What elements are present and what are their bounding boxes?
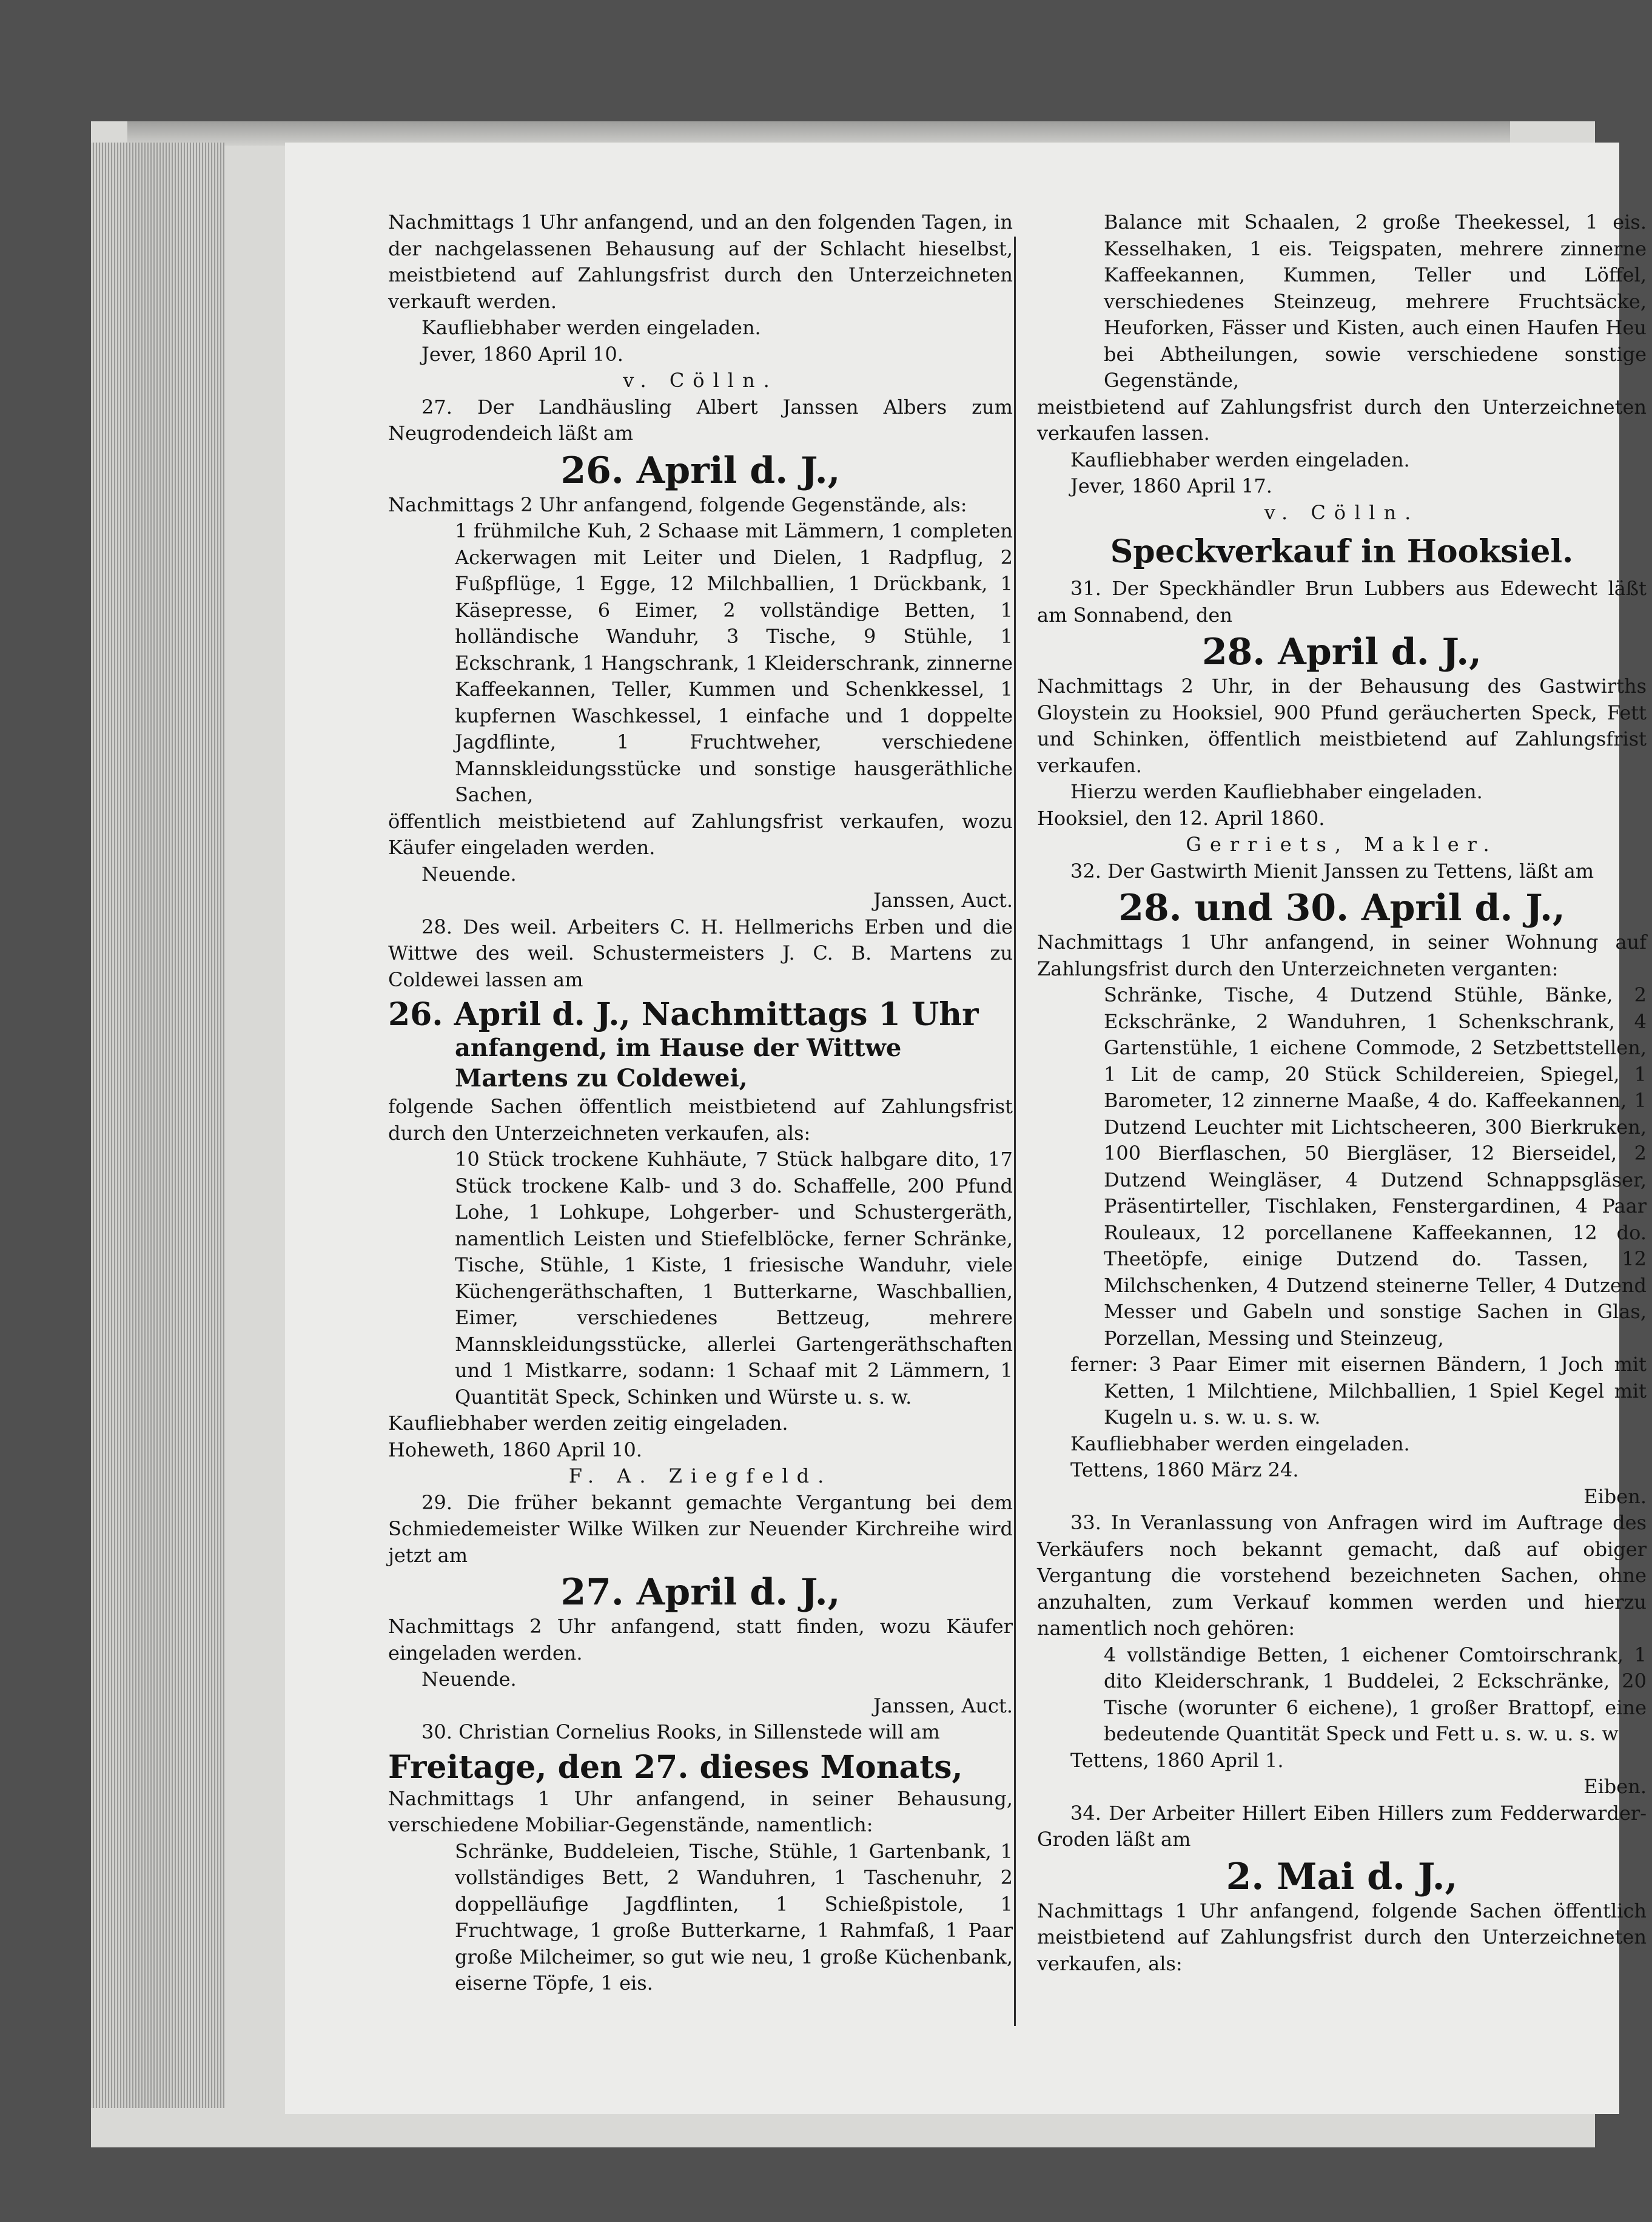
notice-31-date: 28. April d. J., [1201,631,1482,673]
notice-31-place-date: Hooksiel, den 12. April 1860. [1037,806,1325,830]
notice-29-date: 27. April d. J., [560,1571,841,1614]
notice-34-terms: Nachmittags 1 Uhr anfangend, folgende Sachen öffentlich meistbietend auf Zahlungsfrist durch den Unterzeichneten verkaufen, als: [1037,1899,1647,1975]
notice-31-terms: Nachmittags 2 Uhr, in der Behausung des Gastwirths Gloystein zu Hooksiel, 900 Pfund geräucherten Speck, Fett und Schinken, öffentlich meistbietend auf Zahlungsfrist verkaufen. [1037,675,1647,777]
notice-34-intro: 34. Der Arbeiter Hillert Eiben Hillers zum Fedderwarder-Groden läßt am [1037,1801,1647,1851]
notice-27-date: 26. April d. J., [560,449,841,492]
notice-29-intro: 29. Die früher bekannt gemachte Vergantung bei dem Schmiedemeister Wilke Wilken zur Neuender Kirchreihe wird jetzt am [388,1490,1013,1567]
notice-30-date: Freitage, den 27. dieses Monats, [388,1748,963,1786]
book-top-edge [127,121,1510,146]
notice-30-items: Schränke, Buddeleien, Tische, Stühle, 1 Gartenbank, 1 vollständiges Bett, 2 Wanduhren, 1 Taschenuhr, 2 doppelläufige Jagdflinten, 1 Schießpistole, 1 Fruchtwage, 1 große Butterkarne, 1 Rahmfaß, 1 Paar große Milcheimer, so gut wie neu, 1 große Küchenbank, eiserne Töpfe, 1 eis. [455,1839,1013,1995]
notice-28-items: 10 Stück trockene Kuhhäute, 7 Stück halbgare dito, 17 Stück trockene Kalb- und 3 do. Schaffelle, 200 Pfund Lohe, 1 Lohkupe, Lohgerber- und Schustergeräth, namentlich Leisten und Stiefelblöcke, ferner Schränke, Tische, Stühle, 1 Kiste, 1 friesische Wanduhr, viele Küchengeräthschaften, 1 Butterkarne, Waschballien, Eimer, verschiedenes Bettzeug, mehrere Mannskleidungsstücke, allerlei Gartengeräthschaften und 1 Mistkarre, sodann: 1 Schaaf mit 2 Lämmern, 1 Quantität Speck, Schinken und Würste u. s. w. [455,1148,1013,1409]
notice-32-terms: Nachmittags 1 Uhr anfangend, in seiner Wohnung auf Zahlungsfrist durch den Unterzeichneten verganten: [1037,931,1647,980]
notice-32-items-extra: ferner: 3 Paar Eimer mit eisernen Bändern, 1 Joch mit Ketten, 1 Milchtiene, Milchballien, 1 Spiel Kegel mit Kugeln u. s. w. u. s. w. [1070,1353,1647,1429]
notice-signature: v. Cölln. [623,369,778,392]
notice-34-date: 2. Mai d. J., [1226,1855,1458,1898]
notice-31-intro: 31. Der Speckhändler Brun Lubbers aus Edewecht läßt am Sonnabend, den [1037,577,1647,627]
notice-30-signature: v. Cölln. [1264,500,1420,524]
notice-27-terms: öffentlich meistbietend auf Zahlungsfrist verkaufen, wozu Käufer eingeladen werden. [388,809,1013,859]
notice-29-terms: Nachmittags 2 Uhr anfangend, statt finden, wozu Käufer eingeladen werden. [388,1615,1013,1665]
notice-28-date-cont: anfangend, im Hause der Wittwe Martens zu Coldewei, [455,1034,902,1092]
notice-33-items: 4 vollständige Betten, 1 eichener Comtoirschrank, 1 dito Kleiderschrank, 1 Buddelei, 2 Eckschränke, 20 Tische (worunter 6 eichene), 1 großer Brattopf, eine bedeutende Quantität Speck und Fett u. s. w. u. s. w [1104,1643,1647,1745]
notice-29-place: Neuende. [421,1668,517,1691]
notice-28-date: 26. April d. J., Nachmittags 1 Uhr [388,996,979,1033]
column-divider [1014,237,1016,2026]
notice-28-signature: F. A. Ziegfeld. [568,1464,833,1487]
notice-27-intro: 27. Der Landhäusling Albert Janssen Albers zum Neugrodendeich läßt am [388,395,1013,445]
notice-28-invitation: Kaufliebhaber werden zeitig eingeladen. [388,1412,788,1435]
notice-32-intro: 32. Der Gastwirth Mienit Janssen zu Tettens, läßt am [1070,859,1594,883]
notice-27-time: Nachmittags 2 Uhr anfangend, folgende Gegenstände, als: [388,493,967,516]
notice-28-place-date: Hoheweth, 1860 April 10. [388,1438,642,1461]
section-headline: Speckverkauf in Hooksiel. [1110,533,1574,570]
notice-invitation: Kaufliebhaber werden eingeladen. [421,316,761,339]
notice-33-place-date: Tettens, 1860 April 1. [1070,1748,1284,1772]
notice-28-intro: 28. Des weil. Arbeiters C. H. Hellmerichs Erben und die Wittwe des weil. Schustermeisters J. C. B. Martens zu Coldewei lassen am [388,915,1013,991]
notice-28-terms: folgende Sachen öffentlich meistbietend auf Zahlungsfrist durch den Unterzeichneten verkaufen, als: [388,1095,1013,1145]
notice-27-items: 1 frühmilche Kuh, 2 Schaase mit Lämmern, 1 completen Ackerwagen mit Leiter und Dielen, 1 Radpflug, 2 Fußpflüge, 1 Egge, 12 Milchballien, 1 Drückbank, 1 Käsepresse, 6 Eimer, 2 vollständige Betten, 1 holländische Wanduhr, 3 Tische, 9 Stühle, 1 Eckschrank, 1 Hangschrank, 1 Kleiderschrank, zinnerne Kaffeekannen, Teller, Kummen und Schenkkessel, 1 kupfernen Waschkessel, 1 einfache und 1 doppelte Jagdflinte, 1 Fruchtweher, verschiedene Mannskleidungsstücke und sonstige hausgeräthliche Sachen, [455,519,1013,806]
notice-32-signature: Eiben. [1583,1484,1647,1508]
right-column [1037,209,1647,1977]
notice-29-signature: Janssen, Auct. [873,1694,1013,1717]
notice-continued-text: Nachmittags 1 Uhr anfangend, und an den folgenden Tagen, in der nachgelassenen Behausung auf der Schlacht hieselbst, meistbietend auf Zahlungsfrist durch den Unterzeichneten verkauft werden. [388,210,1013,313]
notice-30-terms: meistbietend auf Zahlungsfrist durch den Unterzeichneten verkaufen lassen. [1037,395,1647,445]
notice-27-place: Neuende. [421,862,517,886]
notice-30-intro: 30. Christian Cornelius Rooks, in Sillenstede will am [421,1720,940,1743]
left-column [388,209,1013,1997]
notice-33-text: 33. In Veranlassung von Anfragen wird im Auftrage des Verkäufers noch bekannt gemacht, daß auf obiger Vergantung die vorstehend bezeichneten Sachen, ohne anzuhalten, zum Verkauf kommen werden und hierzu namentlich noch gehören: [1037,1511,1647,1640]
notice-30-invitation: Kaufliebhaber werden eingeladen. [1070,448,1410,471]
notice-31-signature: Gerriets, Makler. [1186,833,1498,856]
notice-30-items-cont: Balance mit Schaalen, 2 große Theekessel, 1 eis. Kesselhaken, 1 eis. Teigspaten, mehrere zinnerne Kaffeekannen, Kummen, Teller und Löffel, verschiedenes Steinzeug, mehrere Fruchtsäcke, Heuforken, Fässer und Kisten, auch einen Haufen Heu bei Abtheilungen, sowie verschiedene sonstige Gegenstände, [1104,210,1647,392]
notice-place-date: Jever, 1860 April 10. [421,342,623,366]
notice-33-signature: Eiben. [1583,1775,1647,1798]
notice-31-invitation: Hierzu werden Kaufliebhaber eingeladen. [1070,780,1483,803]
notice-30-time: Nachmittags 1 Uhr anfangend, in seiner Behausung, verschiedene Mobiliar-Gegenstände, namentlich: [388,1786,1013,1836]
notice-32-items: Schränke, Tische, 4 Dutzend Stühle, Bänke, 2 Eckschränke, 2 Wanduhren, 1 Schenkschrank, 4 Gartenstühle, 1 eichene Commode, 2 Setzbettstellen, 1 Lit de camp, 20 Stück Schildereien, Spiegel, 1 Barometer, 12 zinnerne Maaße, 4 do. Kaffeekannen, 1 Dutzend Leuchter mit Lichtscheeren, 300 Bierkruken, 100 Bierflaschen, 50 Biergläser, 12 Bierseidel, 2 Dutzend Weingläser, 4 Dutzend Schnappsgläser, Präsentirteller, Tischlaken, Fenstergardinen, 4 Paar Rouleaux, 12 porcellanene Kaffeekannen, 12 do. Theetöpfe, einige Dutzend do. Tassen, 12 Milchschenken, 4 Dutzend steinerne Teller, 4 Dutzend Messer und Gabeln und sonstige Sachen in Glas, Porzellan, Messing und Steinzeug, [1104,983,1647,1350]
notice-30-place-date: Jever, 1860 April 17. [1070,474,1272,497]
book-page-edges [91,143,224,2108]
notice-32-place-date: Tettens, 1860 März 24. [1070,1458,1299,1481]
notice-32-invitation: Kaufliebhaber werden eingeladen. [1070,1432,1410,1455]
notice-27-signature: Janssen, Auct. [873,889,1013,912]
notice-32-date: 28. und 30. April d. J., [1118,887,1565,929]
